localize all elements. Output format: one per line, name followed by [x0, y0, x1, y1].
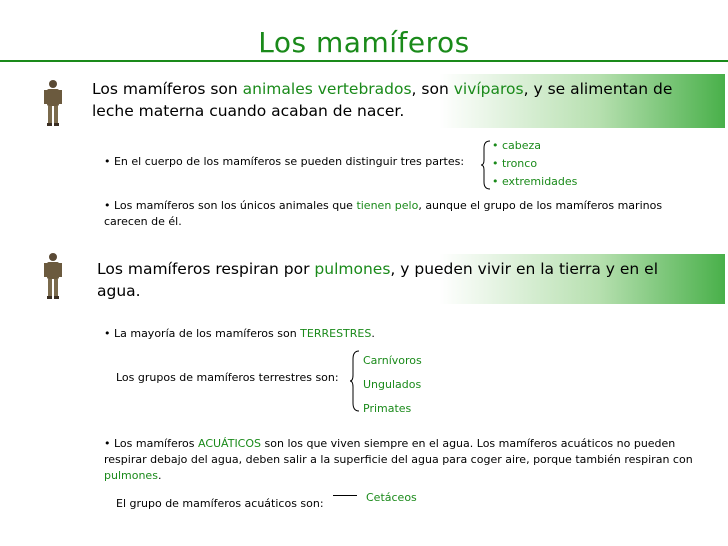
brace-icon [480, 140, 492, 190]
hair-text: • Los mamíferos son los únicos animales que [104, 199, 357, 212]
intro-text: Los mamíferos respiran por [97, 260, 315, 278]
section1-intro [92, 78, 697, 122]
intro-text: , son [411, 80, 454, 98]
intro-highlight-pulmones: pulmones [314, 260, 391, 278]
terrestrial-bullet [104, 326, 375, 342]
aquatic-text: son los que viven siempre en el agua. Los mamíferos acuáticos no pueden respirar debajo del agua, deben salir a la superficie del agua para coger aire, porque también respiran con [104, 437, 693, 466]
aquatic-group-label: El grupo de mamíferos acuáticos son: [116, 497, 324, 510]
aquatic-text: • Los mamíferos [104, 437, 198, 450]
hair-bullet [104, 198, 684, 230]
hair-text: , aunque el grupo de los mamíferos marinos carecen de él. [104, 199, 663, 228]
aquatic-bullet [104, 436, 704, 484]
group-cetaceos: Cetáceos [366, 491, 417, 504]
part-tronco: • tronco [492, 157, 538, 170]
hair-highlight: tienen pelo [356, 199, 419, 212]
terrestrial-text: • La mayoría de los mamíferos son [104, 327, 301, 340]
intro-highlight-vertebrados: animales vertebrados [242, 80, 412, 98]
connector-line [333, 495, 357, 496]
brace-icon [349, 350, 361, 412]
part-cabeza: • cabeza [492, 139, 542, 152]
page-title: Los mamíferos [258, 26, 470, 59]
section2-intro [97, 258, 697, 302]
intro-text: Los mamíferos son [92, 80, 243, 98]
intro-text: , y pueden vivir en la tierra y en el agua. [97, 260, 659, 300]
terrestrial-highlight: TERRESTRES [300, 327, 372, 340]
aquatic-highlight: ACUÁTICOS [197, 437, 262, 450]
intro-highlight-viviparos: vivíparos [453, 80, 524, 98]
groups-label: Los grupos de mamíferos terrestres son: [116, 371, 339, 384]
person-figure-icon [42, 252, 64, 300]
title-divider [0, 60, 728, 62]
terrestrial-text: . [371, 327, 375, 340]
group-carnivoros: Carnívoros [363, 354, 422, 367]
aquatic-text: . [157, 469, 162, 482]
part-extremidades: • extremidades [492, 175, 578, 188]
group-primates: Primates [363, 402, 412, 415]
body-parts-bullet: • En el cuerpo de los mamíferos se pueden distinguir tres partes: [104, 155, 465, 168]
person-figure-icon [42, 79, 64, 127]
aquatic-highlight-pulmones: pulmones [104, 469, 158, 482]
group-ungulados: Ungulados [363, 378, 422, 391]
intro-text: , y se alimentan de leche materna cuando acaban de nacer. [92, 80, 673, 120]
